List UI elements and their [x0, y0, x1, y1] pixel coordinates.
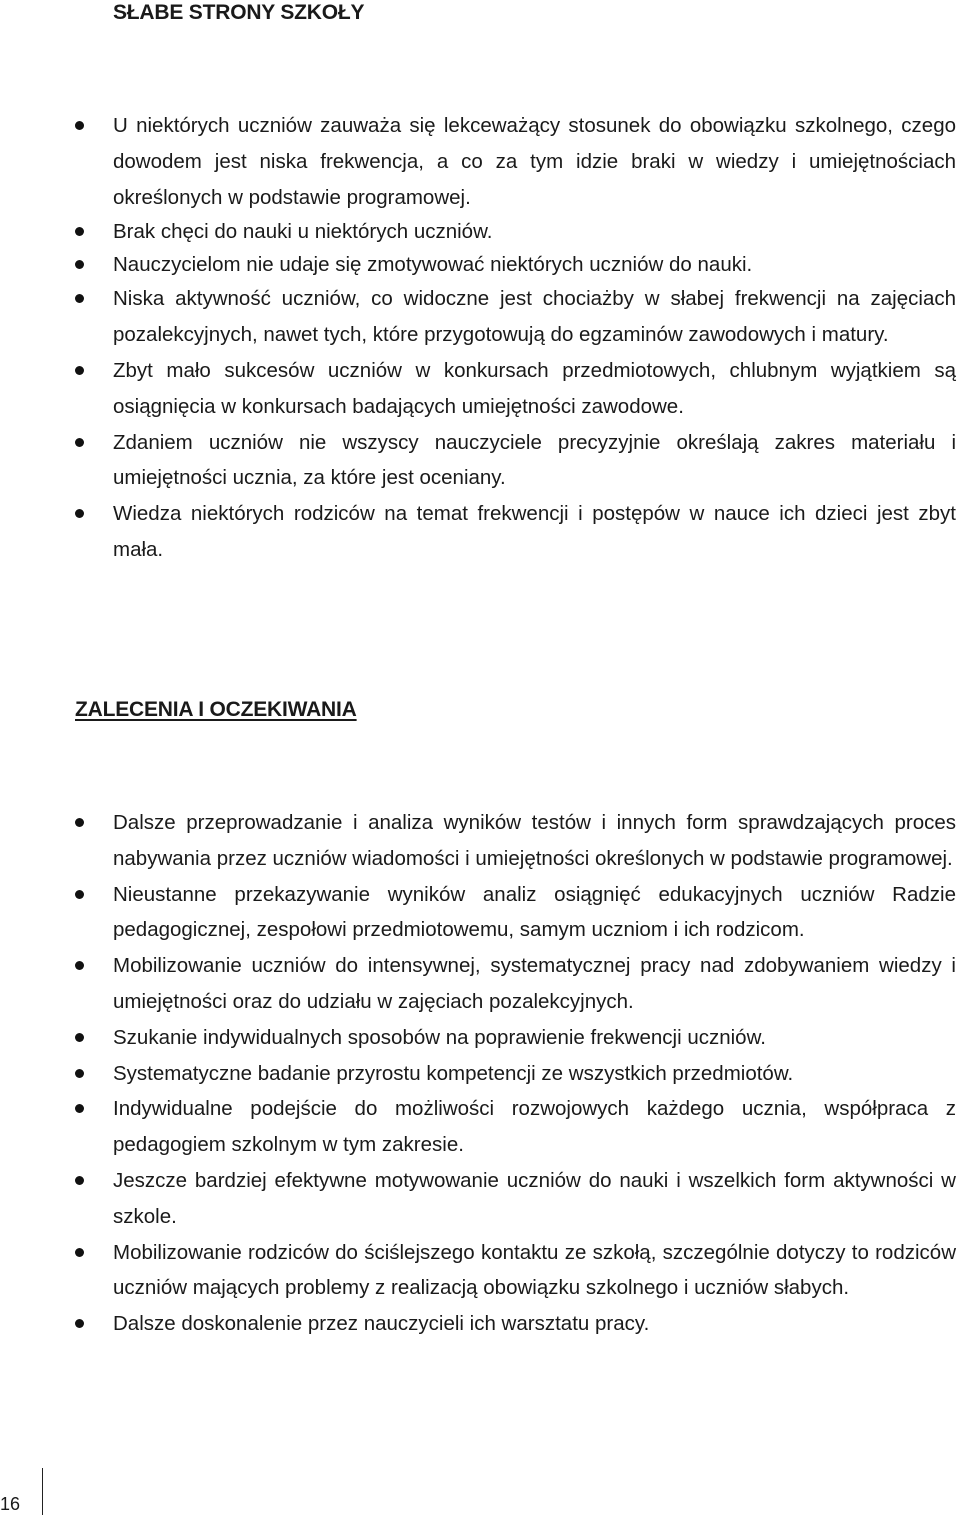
bullet-icon — [75, 1069, 84, 1078]
bullet-icon — [75, 509, 84, 518]
list-item-text: Szukanie indywidualnych sposobów na poprawienie frekwencji uczniów. — [113, 1025, 766, 1049]
page-number: 16 — [0, 1494, 21, 1514]
list-item — [113, 108, 956, 215]
bullet-icon — [75, 121, 84, 130]
page-number-divider — [42, 1468, 43, 1515]
bullet-icon — [75, 227, 84, 236]
list-item — [113, 425, 956, 497]
bullet-icon — [75, 890, 84, 899]
bullet-icon — [75, 1104, 84, 1113]
list-item-text: U niektórych uczniów zauważa się lekceważący stosunek do obowiązku szkolnego, czego dowodem jest niska frekwencja, a co za tym idzie braki w wiedzy i umiejętnościach określonych w podstawie programowej. — [113, 114, 956, 209]
bullet-icon — [75, 260, 84, 269]
list-item-text: Brak chęci do nauki u niektórych uczniów. — [113, 220, 493, 244]
bullet-icon — [75, 1248, 84, 1257]
list-item — [113, 1020, 956, 1056]
list-item — [113, 1235, 956, 1307]
list-item-text: Zbyt mało sukcesów uczniów w konkursach przedmiotowych, chlubnym wyjątkiem są osiągnięcia w konkursach badających umiejętności zawodowe. — [113, 358, 956, 418]
list-item-text: Jeszcze bardziej efektywne motywowanie uczniów do nauki i wszelkich form aktywności w szkole. — [113, 1168, 956, 1228]
list-item — [113, 877, 956, 949]
list-item-text: Wiedza niektórych rodziców na temat frekwencji i postępów w nauce ich dzieci jest zbyt mała. — [113, 502, 956, 561]
list-item-text: Zdaniem uczniów nie wszyscy nauczyciele precyzyjnie określają zakres materiału i umiejętności ucznia, za które jest oceniany. — [113, 430, 956, 490]
list-item — [113, 948, 956, 1020]
list-item — [113, 805, 956, 877]
list-item-text: Indywidualne podejście do możliwości rozwojowych każdego ucznia, współpraca z pedagogiem szkolnym w tym zakresie. — [113, 1097, 956, 1157]
bullet-icon — [75, 366, 84, 375]
section-heading-recommendations: ZALECENIA I OCZEKIWANIA — [75, 698, 357, 721]
bullet-icon — [75, 961, 84, 970]
list-item — [113, 1056, 956, 1092]
bullet-icon — [75, 438, 84, 447]
list-item — [113, 1091, 956, 1163]
list-item — [113, 1306, 956, 1342]
bullet-icon — [75, 1176, 84, 1185]
list-item-text: Nieustanne przekazywanie wyników analiz osiągnięć edukacyjnych uczniów Radzie pedagogicznej, zespołowi przedmiotowemu, samym uczniom i ich rodzicom. — [113, 882, 956, 942]
list-item-text: Dalsze doskonalenie przez nauczycieli ich warsztatu pracy. — [113, 1312, 650, 1336]
bullet-icon — [75, 294, 84, 303]
recommendations-list — [113, 805, 956, 1342]
list-item — [113, 496, 956, 568]
list-item — [113, 1163, 956, 1235]
list-item — [113, 248, 956, 281]
list-item — [113, 215, 956, 248]
list-item-text: Mobilizowanie uczniów do intensywnej, systematycznej pracy nad zdobywaniem wiedzy i umiejętności oraz do udziału w zajęciach pozalekcyjnych. — [113, 954, 956, 1013]
bullet-icon — [75, 1319, 84, 1328]
list-item-text: Mobilizowanie rodziców do ściślejszego kontaktu ze szkołą, szczególnie dotyczy to rodziców uczniów mających problemy z realizacją obowiązku szkolnego i uczniów słabych. — [113, 1240, 956, 1300]
list-item-text: Systematyczne badanie przyrostu kompetencji ze wszystkich przedmiotów. — [113, 1061, 794, 1085]
list-item — [113, 353, 956, 425]
bullet-icon — [75, 818, 84, 827]
list-item-text: Dalsze przeprowadzanie i analiza wyników testów i innych form sprawdzających proces nabywania przez uczniów wiadomości i umiejętności określonych w podstawie programowej. — [113, 811, 956, 870]
weaknesses-list — [113, 108, 956, 568]
bullet-icon — [75, 1033, 84, 1042]
list-item-text: Nauczycielom nie udaje się zmotywować niektórych uczniów do nauki. — [113, 253, 753, 277]
section-heading-weaknesses: SŁABE STRONY SZKOŁY — [113, 1, 365, 24]
list-item — [113, 281, 956, 353]
list-item-text: Niska aktywność uczniów, co widoczne jest chociażby w słabej frekwencji na zajęciach pozalekcyjnych, nawet tych, które przygotowują do egzaminów zawodowych i matury. — [113, 287, 956, 347]
